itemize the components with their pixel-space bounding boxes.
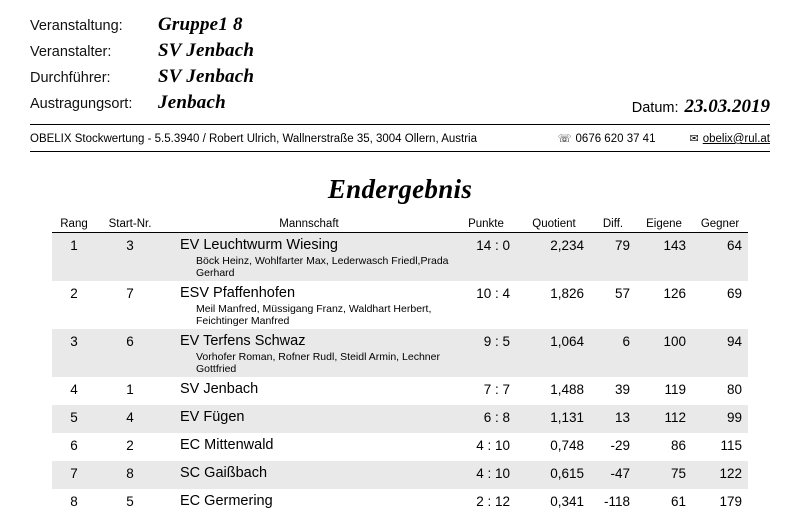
cell-eigene: 100	[636, 329, 692, 377]
cell-start: 7	[96, 281, 164, 329]
cell-rang: 2	[52, 281, 96, 329]
software-contact-line	[30, 125, 770, 145]
cell-punkte: 9 : 5	[454, 329, 518, 377]
cell-gegner: 115	[692, 433, 748, 461]
col-gegner: Gegner	[692, 217, 748, 233]
cell-quotient: 1,488	[518, 377, 590, 405]
table-row	[52, 281, 748, 329]
cell-diff: -29	[590, 433, 636, 461]
cell-diff: 13	[590, 405, 636, 433]
software-info: OBELIX Stockwertung - 5.5.3940 / Robert Ulrich, Wallnerstraße 35, 3004 Ollern, Austria	[30, 133, 558, 145]
cell-quotient: 2,234	[518, 233, 590, 282]
cell-punkte: 10 : 4	[454, 281, 518, 329]
mail-block	[689, 132, 770, 145]
date-value: 23.03.2019	[685, 96, 771, 118]
cell-gegner: 69	[692, 281, 748, 329]
team-players: Vorhofer Roman, Rofner Rudl, Steidl Armin, Lechner Gottfried	[196, 351, 453, 375]
table-row	[52, 433, 748, 461]
event-value: Gruppe1 8	[158, 14, 243, 36]
cell-rang: 1	[52, 233, 96, 282]
cell-eigene: 61	[636, 489, 692, 517]
cell-quotient: 1,131	[518, 405, 590, 433]
cell-quotient: 1,064	[518, 329, 590, 377]
table-row	[52, 377, 748, 405]
cell-diff: 6	[590, 329, 636, 377]
phone-icon: ☏	[558, 133, 572, 145]
cell-eigene: 75	[636, 461, 692, 489]
table-row	[52, 405, 748, 433]
phone-number: 0676 620 37 41	[576, 133, 656, 145]
results-table-body	[52, 233, 748, 517]
cell-punkte: 2 : 12	[454, 489, 518, 517]
team-players: Böck Heinz, Wohlfarter Max, Lederwasch Friedl,Prada Gerhard	[196, 255, 453, 279]
col-quotient: Quotient	[518, 217, 590, 233]
cell-eigene: 86	[636, 433, 692, 461]
date-label: Datum:	[632, 100, 679, 116]
cell-punkte: 14 : 0	[454, 233, 518, 282]
header-row-venue	[30, 92, 770, 118]
cell-team	[164, 433, 454, 461]
organizer-label: Veranstalter:	[30, 44, 158, 60]
cell-eigene: 143	[636, 233, 692, 282]
cell-rang: 5	[52, 405, 96, 433]
col-punkte: Punkte	[454, 217, 518, 233]
cell-gegner: 99	[692, 405, 748, 433]
team-name: SV Jenbach	[180, 381, 453, 397]
cell-team	[164, 461, 454, 489]
cell-team	[164, 405, 454, 433]
team-name: EV Leuchtwurm Wiesing	[180, 237, 453, 253]
cell-gegner: 122	[692, 461, 748, 489]
col-mannschaft: Mannschaft	[164, 217, 454, 233]
header-row-executor	[30, 66, 770, 92]
cell-start: 2	[96, 433, 164, 461]
team-name: EV Terfens Schwaz	[180, 333, 453, 349]
cell-start: 4	[96, 405, 164, 433]
cell-eigene: 112	[636, 405, 692, 433]
cell-rang: 8	[52, 489, 96, 517]
cell-team	[164, 329, 454, 377]
venue-label: Austragungsort:	[30, 96, 158, 112]
cell-quotient: 0,341	[518, 489, 590, 517]
team-name: EV Fügen	[180, 409, 453, 425]
table-row	[52, 233, 748, 282]
results-table-wrap	[30, 217, 770, 517]
cell-team	[164, 281, 454, 329]
date-block	[632, 96, 770, 118]
cell-start: 8	[96, 461, 164, 489]
team-name: EC Germering	[180, 493, 453, 509]
cell-diff: -118	[590, 489, 636, 517]
venue-value: Jenbach	[158, 92, 226, 114]
cell-diff: 39	[590, 377, 636, 405]
col-diff: Diff.	[590, 217, 636, 233]
table-row	[52, 489, 748, 517]
cell-quotient: 1,826	[518, 281, 590, 329]
table-row	[52, 461, 748, 489]
team-players: Meil Manfred, Müssigang Franz, Waldhart Herbert, Feichtinger Manfred	[196, 303, 453, 327]
cell-quotient: 0,748	[518, 433, 590, 461]
cell-gegner: 94	[692, 329, 748, 377]
event-header	[30, 0, 770, 118]
col-eigene: Eigene	[636, 217, 692, 233]
team-name: ESV Pfaffenhofen	[180, 285, 453, 301]
cell-punkte: 4 : 10	[454, 433, 518, 461]
cell-eigene: 119	[636, 377, 692, 405]
cell-team	[164, 489, 454, 517]
header-row-event	[30, 14, 770, 40]
cell-gegner: 179	[692, 489, 748, 517]
cell-gegner: 64	[692, 233, 748, 282]
cell-punkte: 6 : 8	[454, 405, 518, 433]
event-label: Veranstaltung:	[30, 18, 158, 34]
results-table	[52, 217, 748, 517]
cell-rang: 4	[52, 377, 96, 405]
team-name: SC Gaißbach	[180, 465, 453, 481]
executor-label: Durchführer:	[30, 70, 158, 86]
email-link[interactable]: obelix@rul.at	[703, 133, 770, 145]
col-start-nr: Start-Nr.	[96, 217, 164, 233]
phone-block	[558, 132, 656, 145]
contact-divider	[30, 151, 770, 152]
organizer-value: SV Jenbach	[158, 40, 254, 62]
cell-diff: 79	[590, 233, 636, 282]
cell-punkte: 4 : 10	[454, 461, 518, 489]
cell-team	[164, 377, 454, 405]
header-row-organizer	[30, 40, 770, 66]
executor-value: SV Jenbach	[158, 66, 254, 88]
table-header-row	[52, 217, 748, 233]
page-title: Endergebnis	[30, 174, 770, 205]
cell-quotient: 0,615	[518, 461, 590, 489]
cell-punkte: 7 : 7	[454, 377, 518, 405]
cell-gegner: 80	[692, 377, 748, 405]
envelope-icon: ✉	[689, 133, 698, 145]
cell-rang: 3	[52, 329, 96, 377]
cell-rang: 7	[52, 461, 96, 489]
cell-rang: 6	[52, 433, 96, 461]
cell-eigene: 126	[636, 281, 692, 329]
cell-diff: 57	[590, 281, 636, 329]
table-row	[52, 329, 748, 377]
team-name: EC Mittenwald	[180, 437, 453, 453]
cell-start: 5	[96, 489, 164, 517]
cell-diff: -47	[590, 461, 636, 489]
cell-start: 3	[96, 233, 164, 282]
col-rang: Rang	[52, 217, 96, 233]
cell-start: 6	[96, 329, 164, 377]
cell-start: 1	[96, 377, 164, 405]
cell-team	[164, 233, 454, 282]
